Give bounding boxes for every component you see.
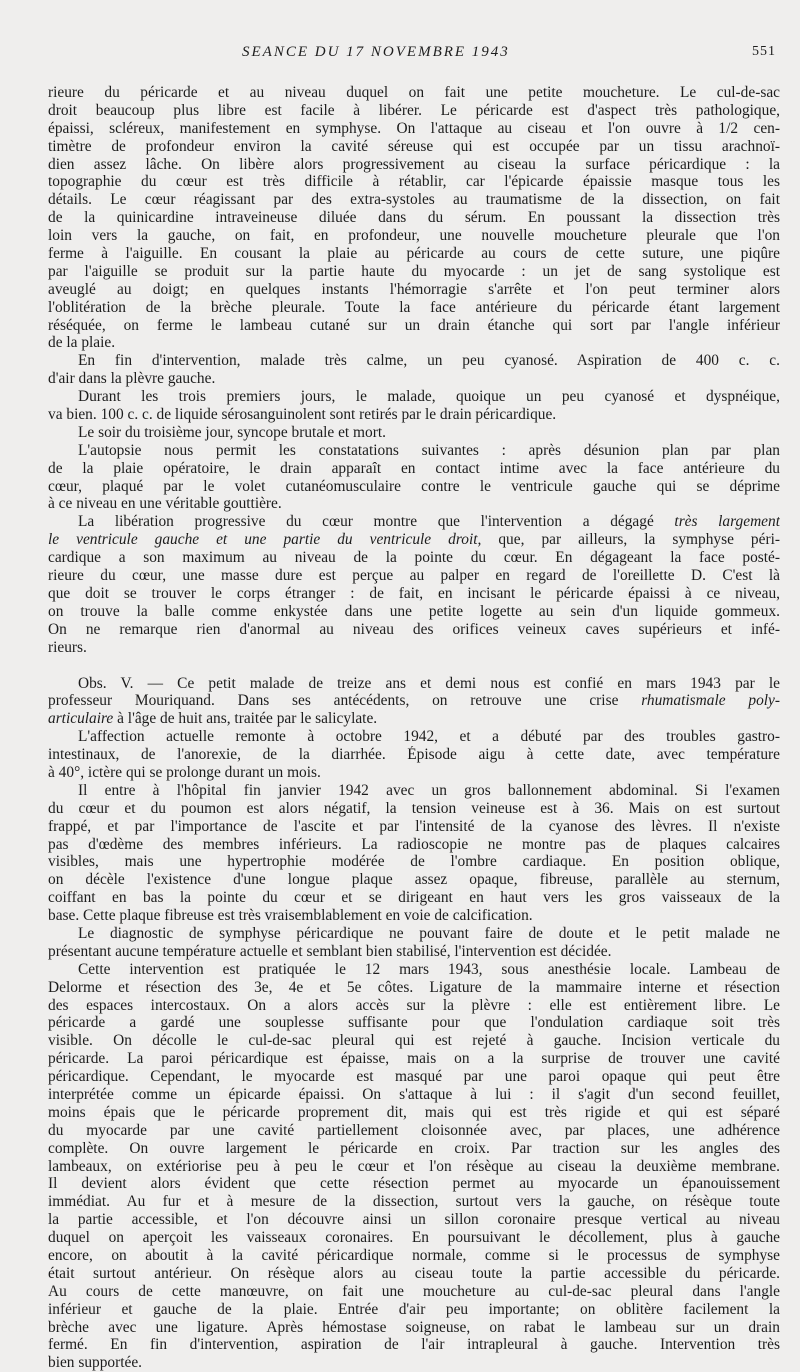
text-line: interprétée comme un épicarde épaissi. On s'attaque à lui : il s'agit d'un second feuillet, — [48, 1085, 780, 1103]
text-line: Le soir du troisième jour, syncope brutale et mort. — [78, 423, 386, 441]
text-line: intestinaux, de l'anorexie, de la diarrhée. Épisode aigu à cette date, avec température — [48, 746, 780, 764]
text-line: timètre de profondeur environ la cavité séreuse qui est occupée par un tissu arachnoï- — [48, 137, 780, 155]
text-line: du cœur et du poumon est alors négatif, la tension veineuse est à 36. Mais on est surtout — [48, 799, 780, 817]
italic-text-run: articulaire — [48, 710, 114, 728]
italic-text-run: rhumatismale poly- — [641, 692, 780, 710]
text-line: du myocarde par une cavité partiellement cloisonnée avec, par places, une adhérence — [48, 1121, 780, 1139]
text-line: de la quinicardine intraveineuse diluée dans du sérum. En poussant la dissection très — [48, 209, 780, 227]
text-line: topographie du cœur est très difficile à rétablir, car l'épicarde épaissie masque tous les — [48, 173, 780, 191]
text-line: Durant les trois premiers jours, le malade, quoique un peu cyanosé et dyspnéique, — [78, 388, 780, 406]
text-line: En fin d'intervention, malade très calme, un peu cyanosé. Aspiration de 400 c. c. — [78, 352, 780, 370]
text-line: droit beaucoup plus libre est facile à libérer. Le péricarde est d'aspect très pathologique, — [48, 101, 780, 119]
text-line: loin vers la gauche, on fait, en profondeur, une nouvelle moucheture pleurale que l'on — [48, 227, 780, 245]
text-line: lambeaux, on extériorise peu à peu le cœur et l'on résèque au ciseau la deuxième membrane. — [48, 1157, 780, 1175]
text-line: aveuglé au doigt; en quelques instants l'hémorragie s'arrête et l'on peut terminer alors — [48, 280, 780, 298]
text-line: va bien. 100 c. c. de liquide sérosanguinolent sont retirés par le drain péricardique. — [48, 406, 557, 424]
text-line: que doit se trouver le corps étranger : de fait, en incisant le péricarde épaissi à ce niveau, — [48, 584, 780, 602]
text-line: la partie accessible, et l'on découvre ainsi un sillon coronaire presque vertical au niveau — [48, 1211, 780, 1229]
text-line: complète. On ouvre largement le péricarde en croix. Par traction sur les angles des — [48, 1139, 780, 1157]
text-line: encore, on aboutit à la cavité péricardique normale, comme si le processus de symphyse — [48, 1247, 780, 1264]
body-text — [48, 84, 780, 1372]
text-line: base. Cette plaque fibreuse est très vraisemblablement en voie de calcification. — [48, 907, 533, 925]
text-line: fermé. En fin d'intervention, aspiration de l'air intrapleural à gauche. Intervention très — [48, 1336, 780, 1354]
running-head — [0, 44, 800, 64]
text-line: dien assez lâche. On libère alors progressivement au ciseau la surface péricardique : la — [48, 155, 780, 173]
text-line: On ne remarque rien d'anormal au niveau des orifices veineux caves supérieurs et infé- — [48, 620, 780, 638]
text-line: épaissi, scléreux, manifestement en symphyse. On l'attaque au ciseau et l'on ouvre à 1/2 cen- — [48, 119, 780, 137]
section-gap — [48, 657, 780, 675]
page-number: 551 — [752, 44, 776, 59]
text-line: Il devient alors évident que cette résection permet au myocarde un épanouissement — [48, 1175, 780, 1193]
text-line: coiffant en bas la pointe du cœur et se dirigeant en haut vers les gros vaisseaux de la — [48, 889, 780, 907]
text-line: visibles, mais une hypertrophie modérée de l'ombre cardiaque. En position oblique, — [48, 853, 780, 871]
italic-text-run: le ventricule gauche et une partie du ventricule droit, — [48, 531, 482, 549]
text-line: péricardique. Cependant, le myocarde est masqué par une paroi opaque qui peut être — [48, 1068, 780, 1086]
text-line — [48, 692, 780, 710]
text-line: péricarde. La paroi péricardique est épaisse, mais on a la surprise de trouver une cavité — [48, 1050, 780, 1068]
text-line — [48, 531, 780, 549]
text-line: rieurs. — [48, 638, 87, 656]
text-line: immédiat. Au fur et à mesure de la dissection, surtout vers la gauche, on résèque toute — [48, 1193, 780, 1211]
text-line: cardique a son maximum au niveau de la pointe du cœur. En dégageant la face posté- — [48, 549, 780, 567]
running-title: SEANCE DU 17 NOVEMBRE 1943 — [242, 44, 510, 60]
text-line: Cette intervention est pratiquée le 12 mars 1943, sous anesthésie locale. Lambeau de — [78, 960, 780, 978]
text-line: Le diagnostic de symphyse péricardique ne pouvant faire de doute et le petit malade ne — [78, 924, 780, 942]
text-run: professeur Mouriquand. Dans ses antécédents, on retrouve une crise — [48, 692, 642, 710]
text-line: l'oblitération de la brèche pleurale. Toute la face antérieure du péricarde étant largement — [48, 298, 780, 316]
text-line: ferme à l'aiguille. En cousant la plaie au péricarde au cours de cette suture, une piqûre — [48, 245, 780, 263]
text-run: à l'âge de huit ans, traitée par le salicylate. — [113, 710, 378, 728]
text-line: on trouve la balle comme enkystée dans une petite logette au sein d'un liquide gommeux. — [48, 602, 780, 620]
text-line: à ce niveau en une véritable gouttière. — [48, 495, 282, 513]
text-line: cœur, plaqué par le volet cutanéomusculaire contre le ventricule gauche qui se déprime — [48, 477, 780, 495]
text-line: L'autopsie nous permit les constatations suivantes : après désunion plan par plan — [78, 441, 780, 459]
text-line: L'affection actuelle remonte à octobre 1942, et a débuté par des troubles gastro- — [78, 728, 780, 746]
text-line: rieure du cœur, une masse dure est perçue au palper en regard de l'oreillette D. C'est là — [48, 567, 780, 585]
text-line: bien supportée. — [48, 1354, 143, 1372]
text-line: on décèle l'existence d'une longue plaque assez opaque, fibreuse, parallèle au sternum, — [48, 871, 780, 889]
text-line: Il entre à l'hôpital fin janvier 1942 avec un gros ballonnement abdominal. Si l'examen — [78, 781, 780, 799]
text-line: Au cours de cette manœuvre, on fait une moucheture au cul-de-sac pleural dans l'angle — [48, 1282, 780, 1300]
text-line: duquel on aperçoit les vaisseaux coronaires. En poursuivant le décollement, plus à gauche — [48, 1229, 780, 1247]
text-line: péricarde a gardé une souplesse suffisante pour que l'ondulation cardiaque soit très — [48, 1014, 780, 1032]
text-line: était surtout antérieur. On résèque alors au ciseau toute la partie accessible du péricarde. — [48, 1264, 780, 1282]
text-line: rieure du péricarde et au niveau duquel on fait une petite moucheture. Le cul-de-sac — [48, 84, 780, 101]
text-run: que, par ailleurs, la symphyse péri- — [481, 531, 780, 549]
italic-text-run: très largement — [674, 513, 780, 531]
text-line — [48, 513, 780, 531]
text-line: réséquée, on ferme le lambeau cutané sur un drain étanche qui sort par l'angle inférieur — [48, 316, 780, 334]
text-line: visible. On décolle le cul-de-sac pleural qui est rejeté à gauche. Incision verticale du — [48, 1032, 780, 1050]
text-line: de la plaie opératoire, le drain apparaît en contact intime avec la face antérieure du — [48, 459, 780, 477]
observation-heading-line: Obs. V. — Ce petit malade de treize ans et demi nous est confié en mars 1943 par le — [78, 674, 780, 692]
text-line: inférieur et gauche de la plaie. Entrée d'air peu importante; on oblitère facilement la — [48, 1300, 780, 1318]
text-line: de la plaie. — [48, 334, 116, 352]
text-line: par l'aiguille se produit sur la partie haute du myocarde : un jet de sang systolique est — [48, 262, 780, 280]
text-line: d'air dans la plèvre gauche. — [48, 370, 216, 388]
text-line: brèche avec une ligature. Après hémostase soigneuse, on rabat le lambeau sur un drain — [48, 1318, 780, 1336]
text-line: frappé, et par l'importance de l'ascite et par l'intensité de la cyanose des lèvres. Il n'existe — [48, 817, 780, 835]
text-run: La libération progressive du cœur montre que l'intervention a dégagé — [78, 513, 675, 531]
text-line: à 40°, ictère qui se prolonge durant un mois. — [48, 763, 321, 781]
text-line: présentant aucune température actuelle et semblant bien stabilisé, l'intervention est décidée. — [48, 942, 612, 960]
text-line: des espaces intercostaux. On a alors accès sur la plèvre : elle est entièrement libre. Le — [48, 996, 780, 1014]
text-line: Delorme et résection des 3e, 4e et 5e côtes. Ligature de la mammaire interne et résection — [48, 978, 780, 996]
text-line — [48, 710, 780, 728]
text-line: moins épais que le péricarde proprement dit, mais qui est très rigide et qui est séparé — [48, 1103, 780, 1121]
text-line: pas d'œdème des membres inférieurs. La radioscopie ne montre pas de plaques calcaires — [48, 835, 780, 853]
text-line: détails. Le cœur réagissant par des extra-systoles au traumatisme de la dissection, on fait — [48, 191, 780, 209]
